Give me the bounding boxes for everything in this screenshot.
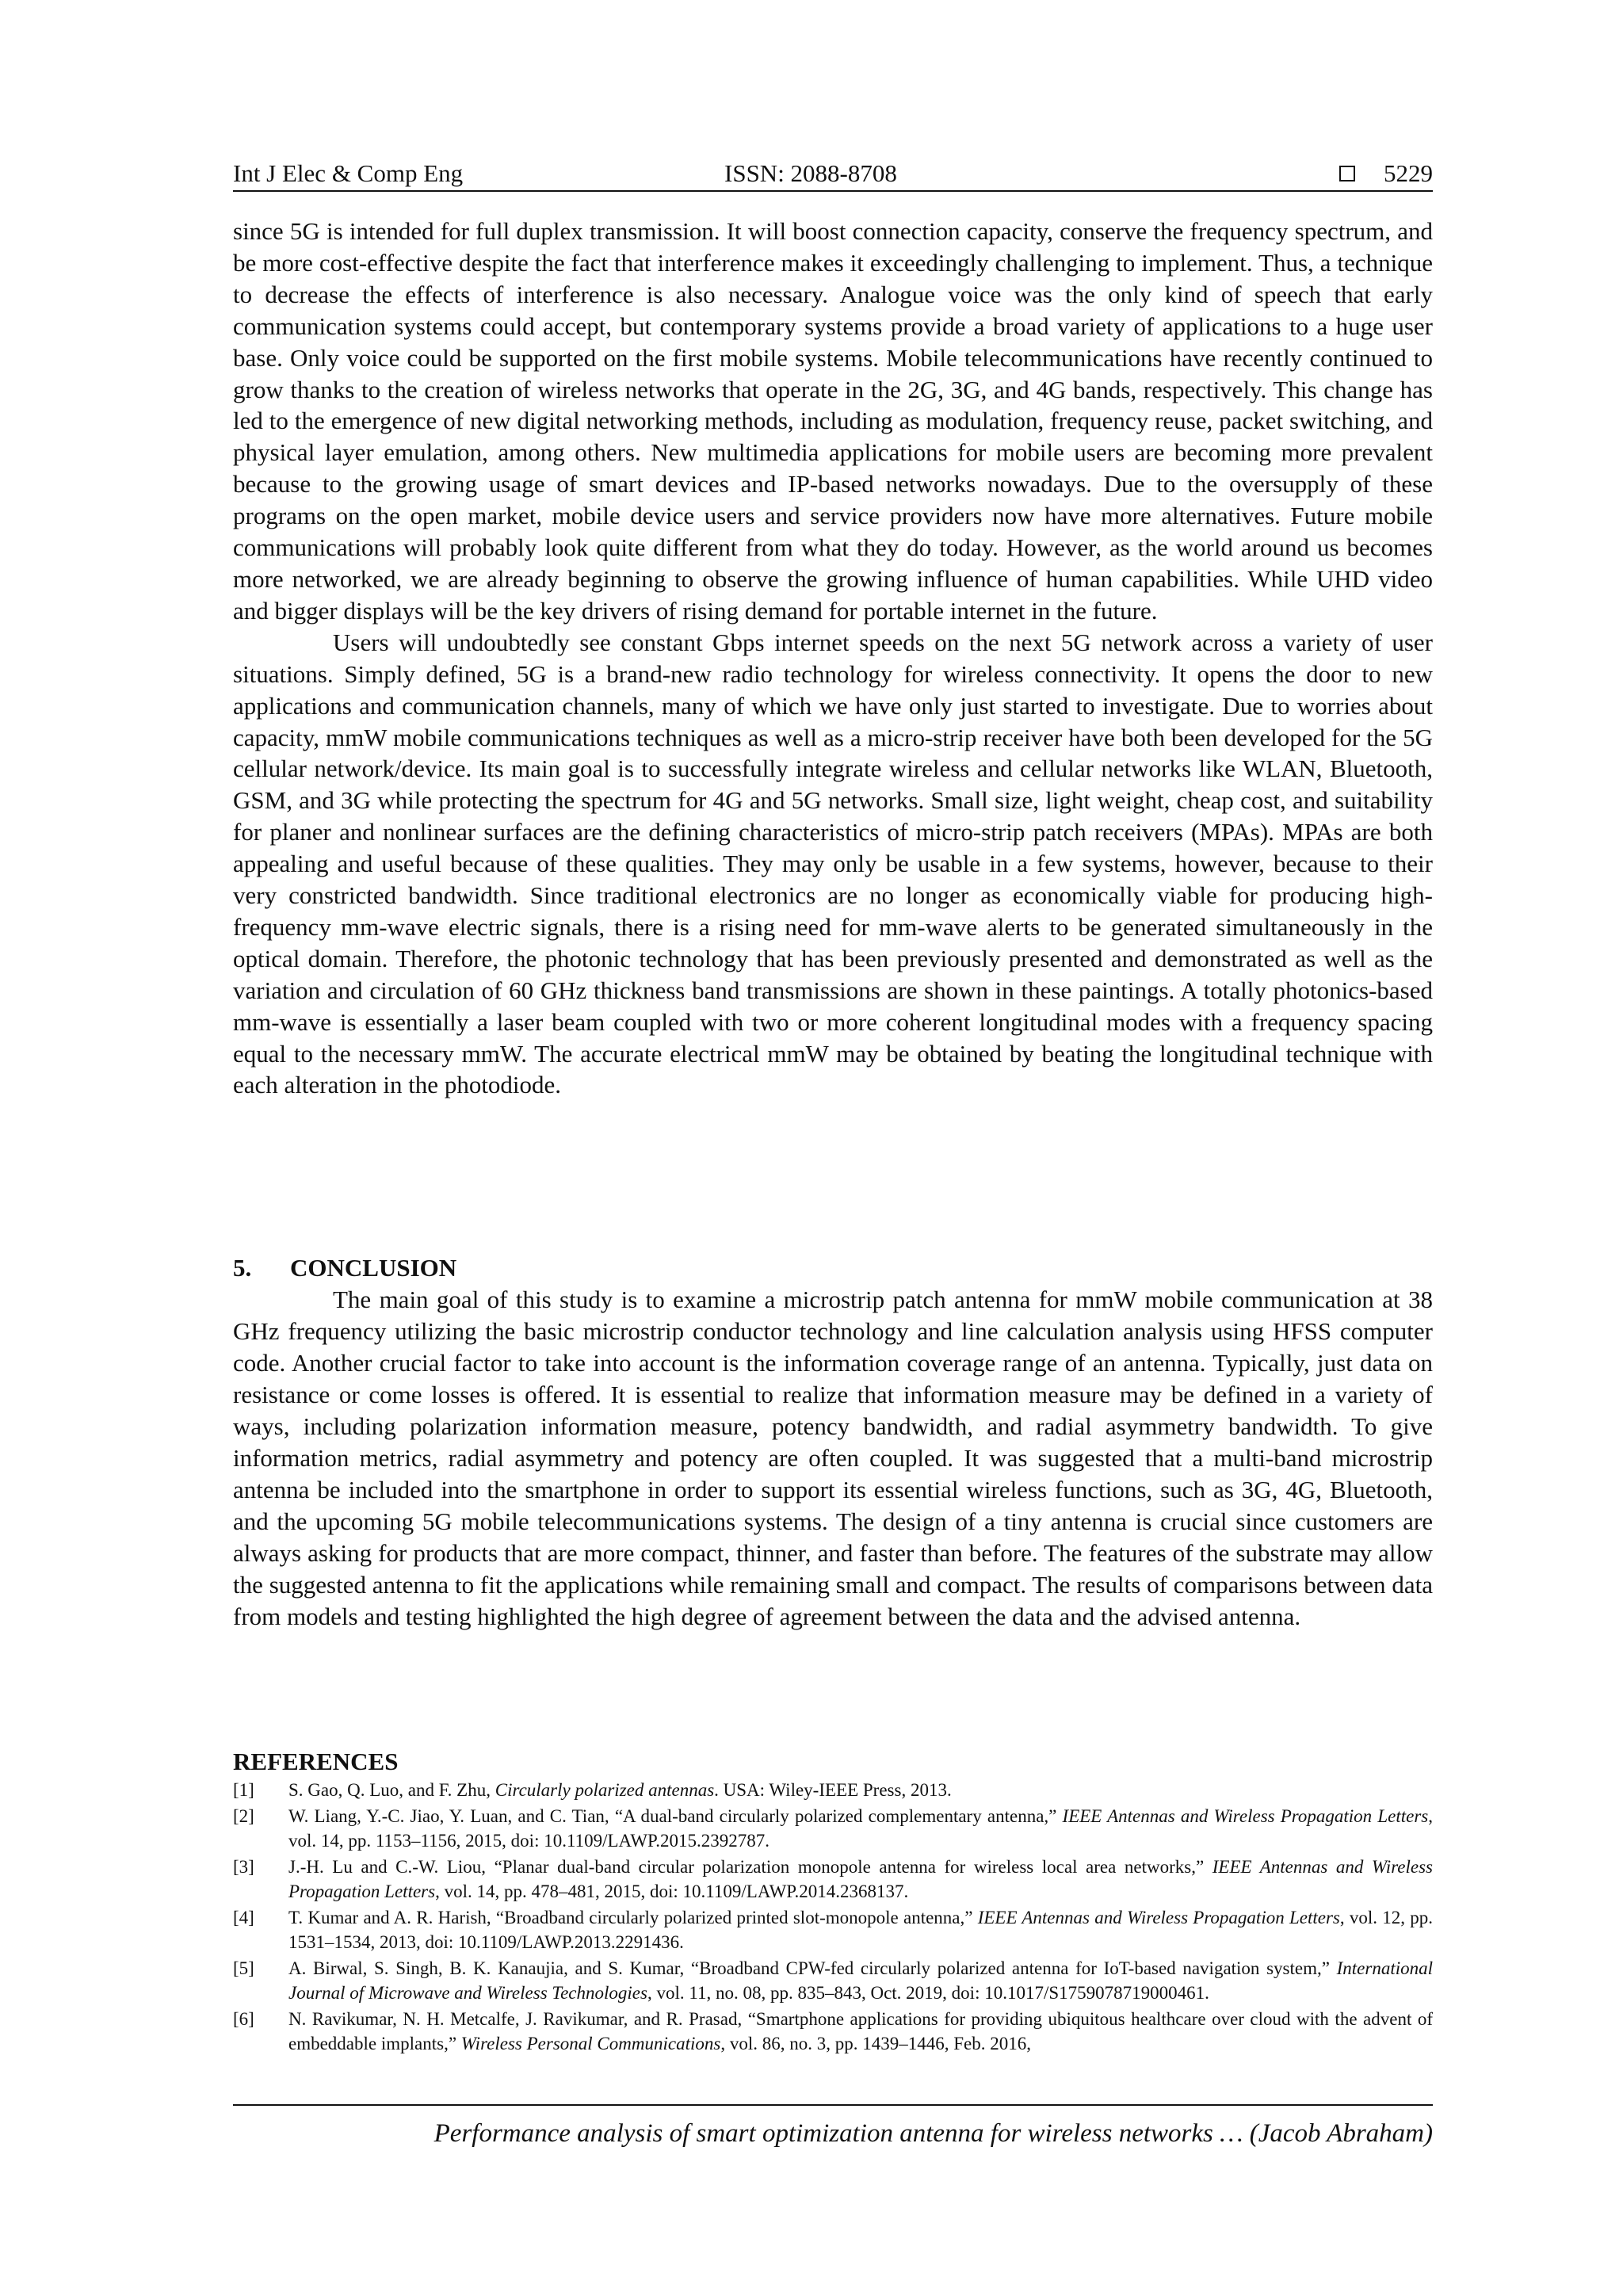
reference-item: [233, 1804, 1433, 1853]
running-footer: Performance analysis of smart optimization antenna for wireless networks … (Jacob Abraham): [433, 2119, 1433, 2148]
reference-authors-title: J.-H. Lu and C.-W. Liou, “Planar dual-band circular polarization monopole antenna for wireless local area networks,”: [288, 1857, 1212, 1877]
reference-number: [4]: [233, 1908, 254, 1927]
reference-details: , vol. 14, pp. 1153–1156, 2015, doi: 10.1109/LAWP.2015.2392787.: [288, 1806, 1433, 1851]
conclusion-paragraph: The main goal of this study is to examine a microstrip patch antenna for mmW mobile communication at 38 GHz frequency utilizing the basic microstrip conductor technology and line calculation analysis using HFSS computer code. Another crucial factor to take into account is the information coverage range of an antenna. Typically, just data on resistance or come losses is offered. It is essential to realize that information measure may be defined in a variety of ways, including polarization information measure, potency bandwidth, and radial asymmetry bandwidth. To give information metrics, radial asymmetry and potency are often coupled. It was suggested that a multi-band microstrip antenna be included into the smartphone in order to support its essential wireless functions, such as 3G, 4G, Bluetooth, and the upcoming 5G mobile telecommunications systems. The design of a tiny antenna is crucial since customers are always asking for products that are more compact, thinner, and faster than before. The features of the substrate may allow the suggested antenna to fit the applications while remaining small and compact. The results of comparisons between data from models and testing highlighted the high degree of agreement between the data and the advised antenna.: [233, 1286, 1433, 1630]
reference-venue: Circularly polarized antennas: [495, 1780, 715, 1800]
header-rule: [233, 190, 1433, 192]
reference-text: [288, 2007, 1433, 2056]
issn: ISSN: 2088-8708: [724, 159, 897, 187]
body-paragraph-2: Users will undoubtedly see constant Gbps internet speeds on the next 5G network across a variety of user situations. Simply defined, 5G is a brand-new radio technology for wireless connectivity. It opens the door to new applications and communication channels, many of which we have only just started to investigate. Due to worries about capacity, mmW mobile communications techniques as well as a micro-strip receiver have both been developed for the 5G cellular network/device. Its main goal is to successfully integrate wireless and cellular networks like WLAN, Bluetooth, GSM, and 3G while protecting the spectrum for 4G and 5G networks. Small size, light weight, cheap cost, and suitability for planer and nonlinear surfaces are the defining characteristics of micro-strip patch receivers (MPAs). MPAs are both appealing and useful because of these qualities. They may only be usable in a few systems, however, because to their very constricted bandwidth. Since traditional electronics are no longer as economically viable for producing high-frequency mm-wave electric signals, there is a rising need for mm-wave alerts to be generated simultaneously in the optical domain. Therefore, the photonic technology that has been previously presented and demonstrated as well as the variation and circulation of 60 GHz thickness band transmissions are shown in these paintings. A totally photonics-based mm-wave is essentially a laser beam coupled with two or more coherent longitudinal modes with a frequency spacing equal to the necessary mmW. The accurate electrical mmW may be obtained by beating the longitudinal technique with each alteration in the photodiode.: [233, 628, 1433, 1099]
reference-details: , vol. 12, pp. 1531–1534, 2013, doi: 10.1109/LAWP.2013.2291436.: [288, 1908, 1433, 1952]
references-heading: REFERENCES: [233, 1748, 399, 1775]
reference-number: [6]: [233, 2009, 254, 2029]
reference-authors-title: A. Birwal, S. Singh, B. K. Kanaujia, and S. Kumar, “Broadband CPW-fed circularly polarized antenna for IoT-based navigation system,”: [288, 1958, 1337, 1978]
reference-text: [288, 1804, 1433, 1853]
journal-name: Int J Elec & Comp Eng: [233, 159, 464, 187]
references-list: [233, 1778, 1433, 2057]
reference-venue: IEEE Antennas and Wireless Propagation Letters: [1062, 1806, 1429, 1826]
reference-number: [2]: [233, 1806, 254, 1826]
reference-item: [233, 1778, 1433, 1802]
section-heading-conclusion: [233, 1252, 1433, 1284]
page-number: 5229: [1384, 159, 1433, 187]
reference-text: [288, 1905, 1433, 1954]
reference-venue: International Journal of Microwave and Wireless Technologies: [288, 1958, 1433, 2003]
reference-text: [288, 1778, 1433, 1802]
reference-item: [233, 1855, 1433, 1904]
square-box-icon: [1339, 166, 1355, 181]
reference-details: . USA: Wiley-IEEE Press, 2013.: [714, 1780, 952, 1800]
body-text: [233, 216, 1433, 1101]
page-number-group: [1339, 155, 1433, 192]
reference-venue: IEEE Antennas and Wireless Propagation Letters: [977, 1908, 1340, 1927]
reference-venue: Wireless Personal Communications: [460, 2034, 721, 2053]
reference-number: [1]: [233, 1780, 254, 1800]
footer-rule: [233, 2104, 1433, 2106]
reference-authors-title: W. Liang, Y.-C. Jiao, Y. Luan, and C. Tian, “A dual-band circularly polarized complementary antenna,”: [288, 1806, 1063, 1826]
section-title: CONCLUSION: [290, 1254, 457, 1282]
reference-number: [3]: [233, 1857, 254, 1877]
reference-venue: IEEE Antennas and Wireless Propagation Letters: [288, 1857, 1434, 1901]
reference-item: [233, 1956, 1433, 2005]
running-header: [233, 155, 1433, 192]
conclusion-body: [233, 1284, 1433, 1633]
reference-item: [233, 2007, 1433, 2056]
section-number: 5.: [233, 1254, 252, 1282]
reference-details: , vol. 11, no. 08, pp. 835–843, Oct. 2019, doi: 10.1017/S1759078719000461.: [647, 1983, 1209, 2003]
reference-authors-title: N. Ravikumar, N. H. Metcalfe, J. Ravikumar, and R. Prasad, “Smartphone applications for providing ubiquitous healthcare over cloud with the advent of embeddable implants,”: [288, 2009, 1433, 2053]
reference-authors-title: T. Kumar and A. R. Harish, “Broadband circularly polarized printed slot-monopole antenna,”: [288, 1908, 978, 1927]
reference-details: , vol. 14, pp. 478–481, 2015, doi: 10.1109/LAWP.2014.2368137.: [435, 1881, 909, 1901]
reference-number: [5]: [233, 1958, 254, 1978]
reference-details: , vol. 86, no. 3, pp. 1439–1446, Feb. 2016,: [720, 2034, 1031, 2053]
reference-authors-title: S. Gao, Q. Luo, and F. Zhu,: [288, 1780, 495, 1800]
body-paragraph-1: since 5G is intended for full duplex transmission. It will boost connection capacity, conserve the frequency spectrum, and be more cost-effective despite the fact that interference makes it exceedingly challenging to implement. Thus, a technique to decrease the effects of interference is also necessary. Analogue voice was the only kind of speech that early communication systems could accept, but contemporary systems provide a broad variety of applications to a huge user base. Only voice could be supported on the first mobile systems. Mobile telecommunications have recently continued to grow thanks to the creation of wireless networks that operate in the 2G, 3G, and 4G bands, respectively. This change has led to the emergence of new digital networking methods, including as modulation, frequency reuse, packet switching, and physical layer emulation, among others. New multimedia applications for mobile users are becoming more prevalent because to the growing usage of smart devices and IP-based networks nowadays. Due to the oversupply of these programs on the open market, mobile device users and service providers now have more alternatives. Future mobile communications will probably look quite different from what they do today. However, as the world around us becomes more networked, we are already beginning to observe the growing influence of human capabilities. While UHD video and bigger displays will be the key drivers of rising demand for portable internet in the future.: [233, 217, 1433, 625]
reference-item: [233, 1905, 1433, 1954]
reference-text: [288, 1956, 1433, 2005]
reference-text: [288, 1855, 1433, 1904]
